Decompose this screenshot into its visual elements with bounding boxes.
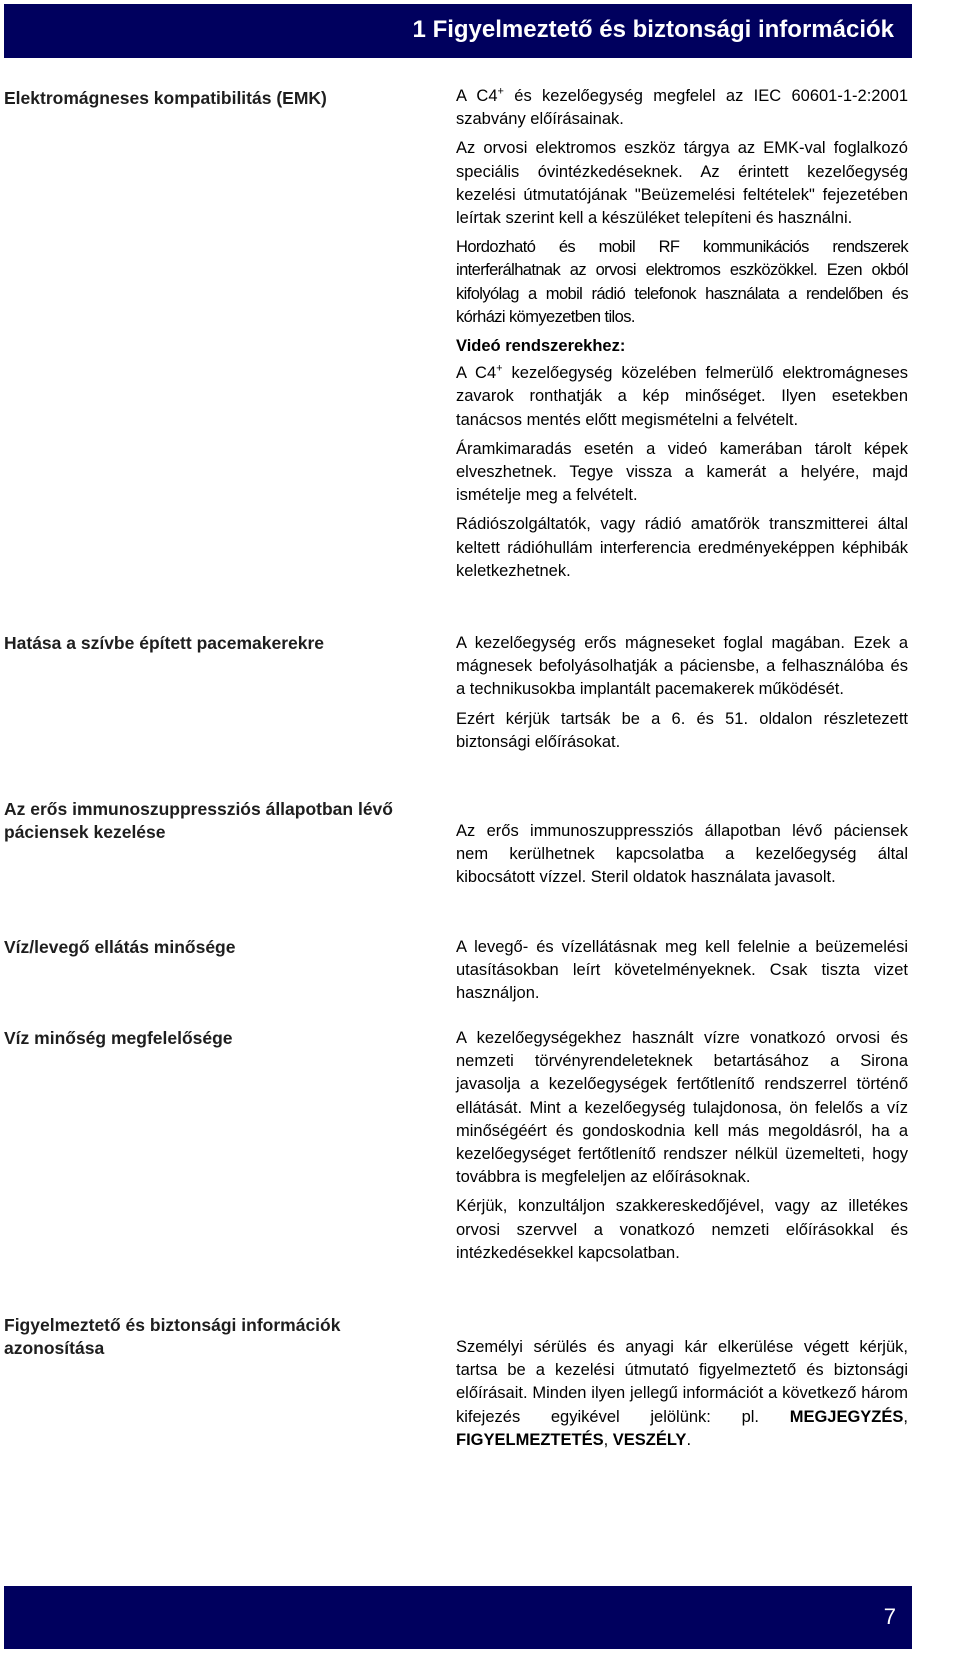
identification-paragraph-1	[456, 1336, 908, 1452]
section-label-identification: Figyelmeztető és biztonsági információk azonosítása	[4, 1315, 341, 1358]
emk-p1-text-a: A C4	[456, 87, 498, 105]
keyword-warning: FIGYELMEZTETÉS	[456, 1430, 604, 1449]
section-label-emk: Elektromágneses kompatibilitás (EMK)	[4, 88, 327, 108]
emk-paragraph-3: Hordozható és mobil RF kommunikációs rendszerek interferálhatnak az orvosi elektromos eszközökkel. Ezen okból kifolyólag a mobil rádió telefonok használata a rendelőben és kórházi kömyezetben tilos.	[456, 238, 908, 326]
pacemaker-paragraph-2: Ezért kérjük tartsák be a 6. és 51. oldalon részletezett biztonsági előírásokat.	[456, 709, 908, 751]
keyword-separator: ,	[903, 1407, 908, 1426]
page-title: 1 Figyelmeztető és biztonsági információk	[412, 16, 894, 43]
video-systems-heading: Videó rendszerekhez:	[456, 337, 626, 356]
page-number: 7	[883, 1604, 896, 1629]
section-label-water-quality: Víz minőség megfelelősége	[4, 1028, 233, 1048]
water-quality-paragraph-2: Kérjük, konzultáljon szakkereskedőjével, vagy az illetékes orvosi szervvel a vonatkozó nemzeti előírásokkal és intézkedésekkel kapcsolatban.	[456, 1197, 908, 1262]
section-content-water-quality	[456, 1027, 908, 1271]
emk-p4-text-a: A C4	[456, 364, 497, 383]
water-quality-paragraph-1: A kezelőegységekhez használt vízre vonatkozó orvosi és nemzeti törvényrendeleteknek betartásához a Sirona javasolja a kezelőegységek fertőtlenítő rendszerrel történő ellátását. Mint a kezelőegység tulajdonosa, ön felelős a víz minőségéért és gondoskodnia kell más megoldásról, ha a kezelőegységet fertőtlenítő rendszer nélkül üzemelteti, hogy továbbra is megfeleljen az előírásoknak.	[456, 1029, 908, 1187]
header-bar	[4, 4, 912, 58]
identification-text: Személyi sérülés és anyagi kár elkerülése végett kérjük, tartsa be a kezelési útmutató figyelmeztető és biztonsági előírásait. Minden ilyen jellegű információt a következő három kifejezés egyikével jelölünk: pl.	[456, 1338, 908, 1426]
section-content-pacemaker	[456, 632, 908, 760]
section-label-water-air: Víz/levegő ellátás minősége	[4, 937, 236, 957]
emk-paragraph-1	[456, 85, 908, 131]
keyword-danger: VESZÉLY	[612, 1430, 687, 1449]
pacemaker-paragraph-1: A kezelőegység erős mágneseket foglal magában. Ezek a mágnesek befolyásolhatják a páciensbe, a felhasználóba és a technikusokba implantált pacemakerek működését.	[456, 634, 908, 699]
emk-p4-superscript: +	[496, 362, 503, 375]
section-content-water-air	[456, 936, 908, 1012]
keyword-separator: ,	[603, 1430, 613, 1449]
emk-p1-text-b: és kezelőegység megfelel az IEC 60601-1-2:2001 szabvány előírásainak.	[456, 87, 908, 129]
section-label-immunosuppression: Az erős immunoszuppressziós állapotban lévő páciensek kezelése	[4, 799, 393, 842]
emk-p1-superscript: +	[497, 85, 504, 98]
water-air-paragraph-1: A levegő- és vízellátásnak meg kell felelnie a beüzemelési utasításokban leírt követelményeknek. Csak tiszta vizet használjon.	[456, 938, 908, 1003]
section-content-immunosuppression	[456, 820, 908, 896]
keyword-note: MEGJEGYZÉS	[789, 1407, 904, 1426]
emk-paragraph-2: Az orvosi elektromos eszköz tárgya az EMK-val foglalkozó speciális óvintézkedéseknek. Az érintett kezelőegység kezelési útmutatójának "Beüzemelési feltételek" fejezetében leírtak szerint kell a készüléket telepíteni és használni.	[456, 139, 908, 228]
immuno-paragraph-1: Az erős immunoszuppressziós állapotban lévő páciensek nem kerülhetnek kapcsolatba a kezelőegység által kibocsátott vízzel. Steril oldatok használata javasolt.	[456, 822, 908, 887]
section-content-identification	[456, 1336, 908, 1458]
sentence-end: .	[686, 1430, 692, 1449]
footer-bar	[4, 1586, 912, 1649]
section-content-emk	[456, 85, 908, 589]
emk-p4-text-b: kezelőegység közelében felmerülő elektromágneses zavarok ronthatják a kép minőséget. Ilyen esetekben tanácsos mentés előtt megismételni a felvételt.	[456, 364, 908, 429]
emk-paragraph-5: Áramkimaradás esetén a videó kamerában tárolt képek elveszhetnek. Tegye vissza a kamerát a helyére, majd ismételje meg a felvételt.	[456, 439, 908, 505]
emk-paragraph-4	[456, 362, 908, 432]
section-label-pacemaker: Hatása a szívbe épített pacemakerekre	[4, 633, 325, 653]
emk-paragraph-6: Rádiószolgáltatók, vagy rádió amatőrök transzmitterei által keltett rádióhullám interferencia eredményeképpen képhibák keletkezhetnek.	[456, 515, 908, 580]
